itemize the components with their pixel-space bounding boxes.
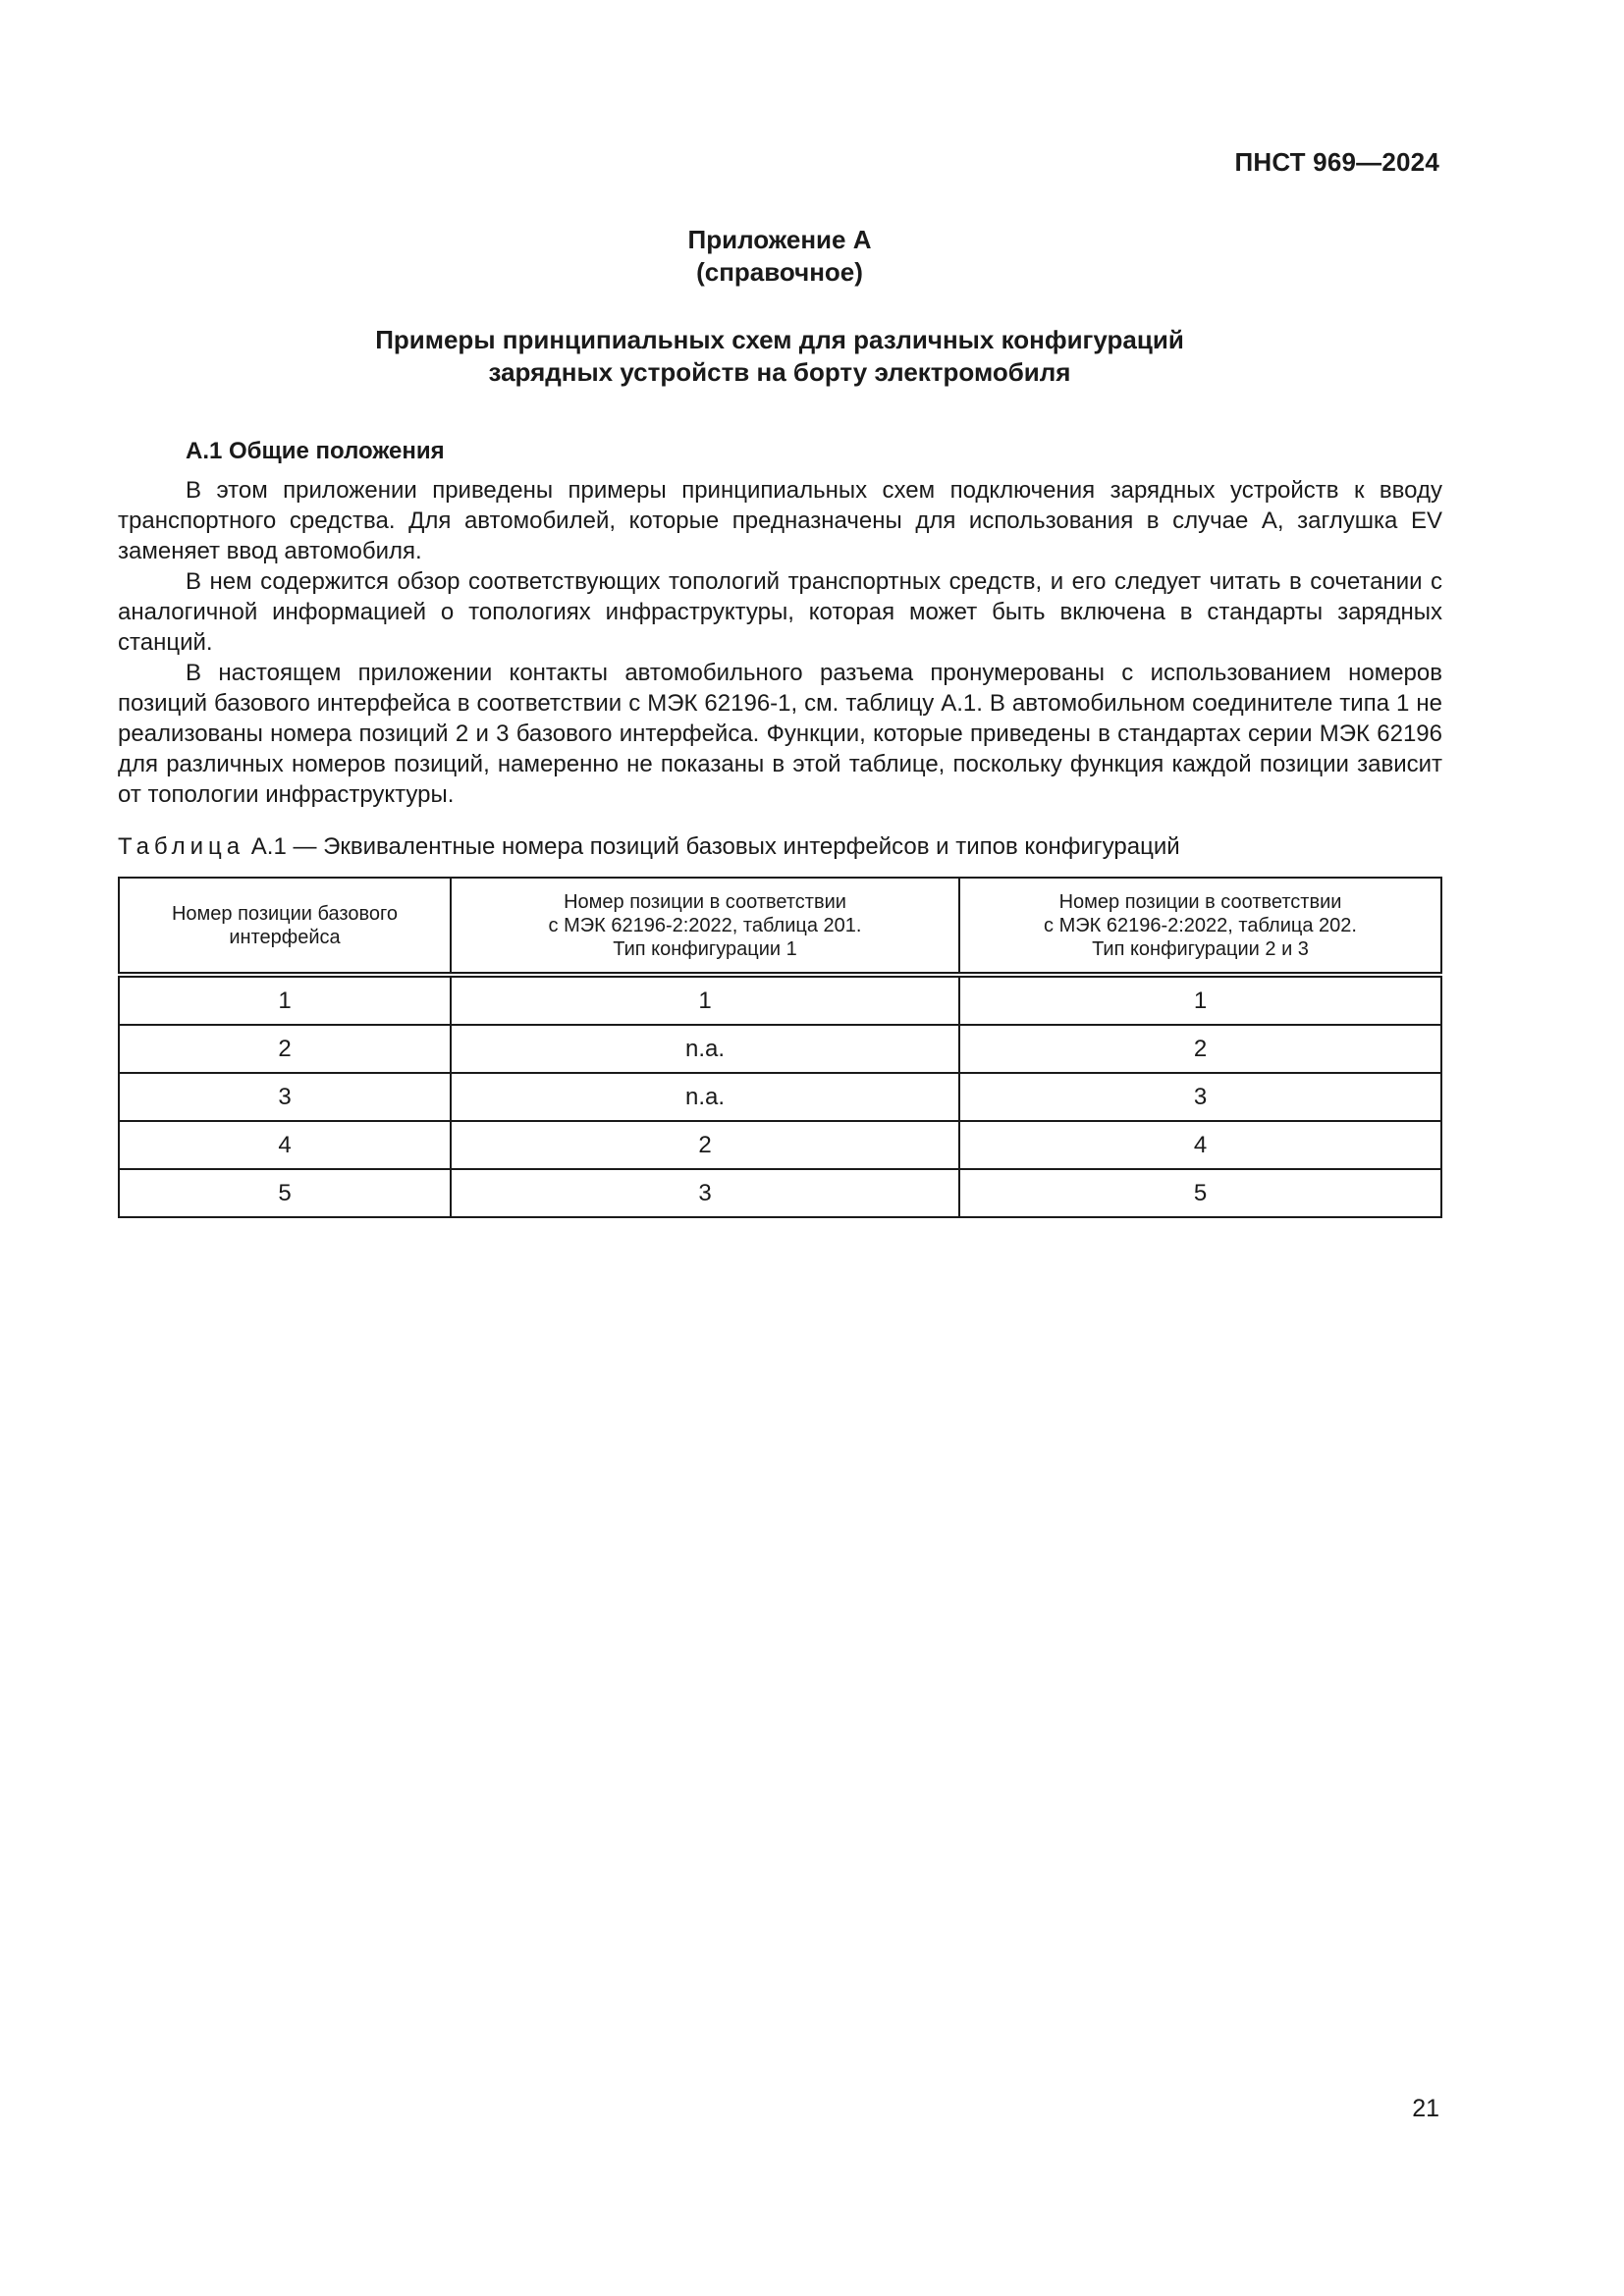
- table-caption-word: Таблица: [118, 833, 245, 860]
- annex-title-line-1: Примеры принципиальных схем для различных конфигураций: [375, 325, 1184, 354]
- table-cell: 5: [119, 1169, 451, 1217]
- table-row: [119, 1025, 1441, 1073]
- annex-title: [118, 324, 1441, 389]
- paragraph: В настоящем приложении контакты автомобильного разъема пронумерованы с использованием номеров позиций базового интерфейса в соответствии с МЭК 62196-1, см. таблицу А.1. В автомобильном соединителе типа 1 не реализованы номера позиций 2 и 3 базового интерфейса. Функции, которые приведены в стандартах серии МЭК 62196 для различных номеров позиций, намеренно не показаны в этой таблице, поскольку функция каждой позиции зависит от топологии инфраструктуры.: [118, 660, 1442, 808]
- annex-label: Приложение А: [687, 225, 872, 254]
- table-caption-text: А.1 — Эквивалентные номера позиций базовых интерфейсов и типов конфигураций: [244, 833, 1180, 860]
- paragraph: В нем содержится обзор соответствующих топологий транспортных средств, и его следует читать в сочетании с аналогичной информацией о топологиях инфраструктуры, которая может быть включена в стандарты зарядных станций.: [118, 568, 1442, 656]
- table-cell: 3: [119, 1073, 451, 1121]
- header-config-type-1: [451, 878, 959, 975]
- section-body: [118, 475, 1442, 810]
- annex-header: [118, 224, 1441, 289]
- table-cell: n.a.: [451, 1073, 959, 1121]
- table-cell: 3: [451, 1169, 959, 1217]
- table-cell: 1: [959, 975, 1441, 1025]
- header-line: Номер позиции в соответствии: [1058, 890, 1342, 913]
- table-cell: 1: [451, 975, 959, 1025]
- equivalence-table: [118, 877, 1442, 1218]
- header-config-type-2-3: [959, 878, 1441, 975]
- table-row: [119, 1169, 1441, 1217]
- document-code: ПНСТ 969—2024: [1234, 147, 1439, 177]
- header-line: с МЭК 62196-2:2022, таблица 202.: [1044, 914, 1357, 936]
- table-cell: 2: [119, 1025, 451, 1073]
- table-cell: 2: [959, 1025, 1441, 1073]
- table-header-row: [119, 878, 1441, 975]
- section-heading: А.1 Общие положения: [186, 438, 445, 464]
- header-line: Тип конфигурации 1: [613, 937, 797, 960]
- table-cell: 4: [959, 1121, 1441, 1169]
- table-cell: 2: [451, 1121, 959, 1169]
- table-cell: 1: [119, 975, 451, 1025]
- header-base-interface: [119, 878, 451, 975]
- header-line: Номер позиции базового: [171, 902, 398, 925]
- table-row: [119, 1121, 1441, 1169]
- header-line: интерфейса: [229, 926, 341, 948]
- table-row: [119, 975, 1441, 1025]
- table-row: [119, 1073, 1441, 1121]
- paragraph: В этом приложении приведены примеры принципиальных схем подключения зарядных устройств к вводу транспортного средства. Для автомобилей, которые предназначены для использования в случае А, заглушка EV заменяет ввод автомобиля.: [118, 477, 1442, 564]
- annex-status: (справочное): [696, 257, 863, 287]
- table-cell: n.a.: [451, 1025, 959, 1073]
- table-cell: 4: [119, 1121, 451, 1169]
- header-line: Номер позиции в соответствии: [564, 890, 846, 913]
- header-line: с МЭК 62196-2:2022, таблица 201.: [548, 914, 862, 936]
- header-line: Тип конфигурации 2 и 3: [1092, 937, 1309, 960]
- annex-title-line-2: зарядных устройств на борту электромобиля: [488, 357, 1071, 387]
- table-cell: 5: [959, 1169, 1441, 1217]
- table-cell: 3: [959, 1073, 1441, 1121]
- page-number: 21: [1412, 2095, 1439, 2122]
- table-caption: [118, 832, 1180, 862]
